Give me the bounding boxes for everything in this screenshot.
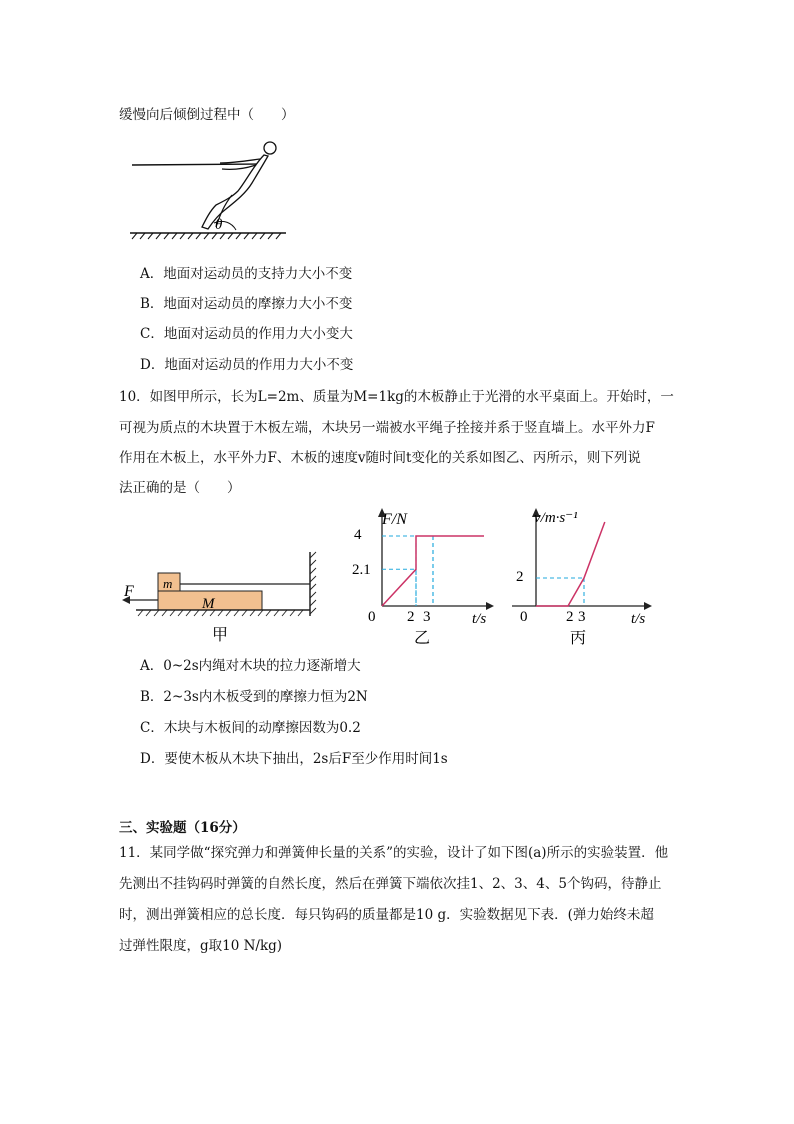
fig-jia-caption: 甲 <box>212 627 229 644</box>
q10-stem-line-1: 10．如图甲所示，长为L=2m、质量为M=1kg的木板静止于光滑的水平桌面上。开始时，一 <box>119 389 674 405</box>
q9-option-d: D．地面对运动员的作用力大小不变 <box>140 357 354 373</box>
bing-ytick-2: 2 <box>516 569 524 585</box>
yi-ytick-2.1: 2.1 <box>352 562 371 578</box>
q11-stem-line-4: 过弹性限度，g取10 N/kg) <box>119 938 283 954</box>
theta-label: θ <box>215 217 223 233</box>
yi-xtick-3: 3 <box>423 609 431 625</box>
q9-option-b: B．地面对运动员的摩擦力大小不变 <box>140 296 353 312</box>
fig-bing-caption: 丙 <box>570 630 587 647</box>
yi-xtick-2: 2 <box>407 609 415 625</box>
q10-stem-line-4: 法正确的是（ ） <box>119 480 241 496</box>
q11-stem-line-3: 时，测出弹簧相应的总长度．每只钩码的质量都是10 g．实验数据见下表．(弹力始终未超 <box>119 907 654 923</box>
q11-stem-line-2: 先测出不挂钩码时弹簧的自然长度，然后在弹簧下端依次挂1、2、3、4、5个钩码，待静止 <box>119 876 662 892</box>
q10-option-a: A．0~2s内绳对木块的拉力逐渐增大 <box>140 658 361 674</box>
q10-option-b: B．2~3s内木板受到的摩擦力恒为2N <box>140 689 368 705</box>
yi-xlabel: t/s <box>472 611 487 627</box>
bing-ylabel: v/m·s⁻¹ <box>534 510 578 526</box>
yi-y-axis-label <box>381 511 408 528</box>
yi-origin: 0 <box>368 609 376 625</box>
q9-figure-athlete <box>128 135 288 241</box>
q9-option-c: C．地面对运动员的作用力大小变大 <box>140 326 353 342</box>
bing-xtick-3: 3 <box>578 609 586 625</box>
bing-xlabel: t/s <box>631 611 646 627</box>
yi-ytick-4: 4 <box>354 527 362 543</box>
block-m-label: m <box>163 576 173 591</box>
yi-ylabel: F/N <box>382 511 407 528</box>
q9-option-a: A．地面对运动员的支持力大小不变 <box>140 266 353 282</box>
bing-xtick-2: 2 <box>566 609 574 625</box>
q10-figure-jia <box>118 548 328 646</box>
board-M-label: M <box>202 596 215 612</box>
q10-figure-bing <box>498 506 658 650</box>
bing-origin: 0 <box>520 609 528 625</box>
q10-stem-line-3: 作用在木板上，水平外力F、木板的速度v随时间t变化的关系如图乙、丙所示，则下列说 <box>119 450 641 466</box>
q11-stem-line-1: 11．某同学做“探究弹力和弹簧伸长量的关系”的实验，设计了如下图(a)所示的实验装置．他 <box>119 845 669 861</box>
q10-figure-yi <box>348 506 498 650</box>
bing-series-marks <box>536 522 605 606</box>
q10-stem-line-2: 可视为质点的木块置于木板左端，木块另一端被水平绳子拴接并系于竖直墙上。水平外力F <box>119 420 655 436</box>
section-title: 三、实验题（16分） <box>119 820 246 836</box>
fig-yi-caption: 乙 <box>414 630 431 647</box>
q10-option-c: C．木块与木板间的动摩擦因数为0.2 <box>140 720 361 736</box>
q10-option-d: D．要使木板从木块下抽出，2s后F至少作用时间1s <box>140 751 448 767</box>
q9-stem-tail: 缓慢向后倾倒过程中（ ） <box>119 107 295 123</box>
bing-series-line <box>536 522 605 606</box>
force-F-label: F <box>124 583 134 600</box>
